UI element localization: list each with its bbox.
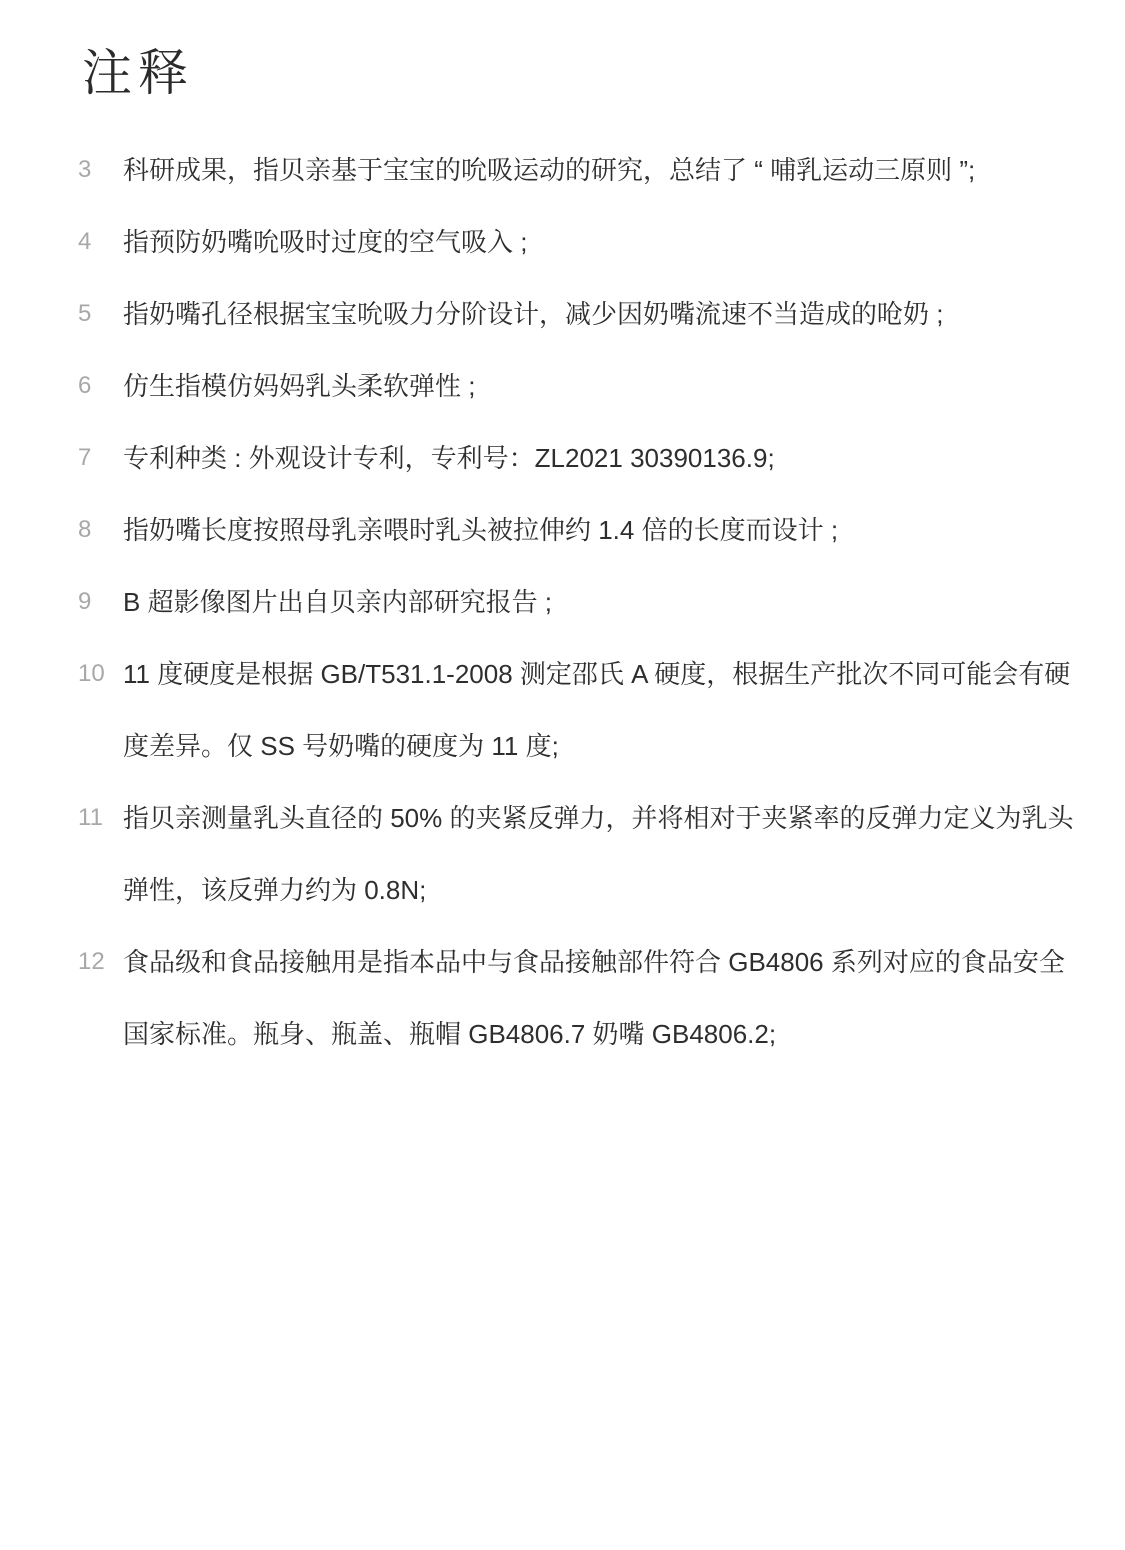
note-text: 指奶嘴长度按照母乳亲喂时乳头被拉伸约 1.4 倍的长度而设计 ; [123, 515, 839, 545]
note-number: 6 [78, 372, 92, 399]
note-number: 5 [78, 300, 92, 327]
note-item [78, 350, 1078, 422]
note-item [78, 782, 1078, 926]
page-title: 注释 [82, 44, 194, 102]
note-text: 11 度硬度是根据 GB/T531.1-2008 测定邵氏 A 硬度，根据生产批次不同可能会有硬度差异。仅 SS 号奶嘴的硬度为 11 度; [123, 659, 1071, 761]
note-text: 指贝亲测量乳头直径的 50% 的夹紧反弹力，并将相对于夹紧率的反弹力定义为乳头弹性，该反弹力约为 0.8N; [123, 803, 1074, 905]
note-item [78, 494, 1078, 566]
note-text: 指预防奶嘴吮吸时过度的空气吸入 ; [123, 227, 528, 257]
note-number: 8 [78, 516, 92, 543]
note-number: 7 [78, 444, 92, 471]
note-item [78, 926, 1078, 1070]
note-item [78, 206, 1078, 278]
note-number: 9 [78, 588, 92, 615]
note-text: 食品级和食品接触用是指本品中与食品接触部件符合 GB4806 系列对应的食品安全国家标准。瓶身、瓶盖、瓶帽 GB4806.7 奶嘴 GB4806.2; [123, 947, 1065, 1049]
note-number: 10 [78, 660, 105, 687]
note-text: B 超影像图片出自贝亲内部研究报告 ; [123, 587, 553, 617]
note-item [78, 638, 1078, 782]
note-item [78, 422, 1078, 494]
note-text: 科研成果，指贝亲基于宝宝的吮吸运动的研究，总结了 “ 哺乳运动三原则 ”; [123, 155, 976, 185]
note-item [78, 134, 1078, 206]
note-number: 11 [78, 804, 103, 831]
note-number: 3 [78, 156, 92, 183]
note-text: 指奶嘴孔径根据宝宝吮吸力分阶设计，减少因奶嘴流速不当造成的呛奶 ; [123, 299, 944, 329]
notes-list [78, 134, 1078, 1070]
note-number: 12 [78, 948, 105, 975]
note-text: 专利种类 : 外观设计专利，专利号：ZL2021 30390136.9; [123, 443, 775, 473]
note-text: 仿生指模仿妈妈乳头柔软弹性 ; [123, 371, 476, 401]
note-item [78, 278, 1078, 350]
note-number: 4 [78, 228, 92, 255]
note-item [78, 566, 1078, 638]
